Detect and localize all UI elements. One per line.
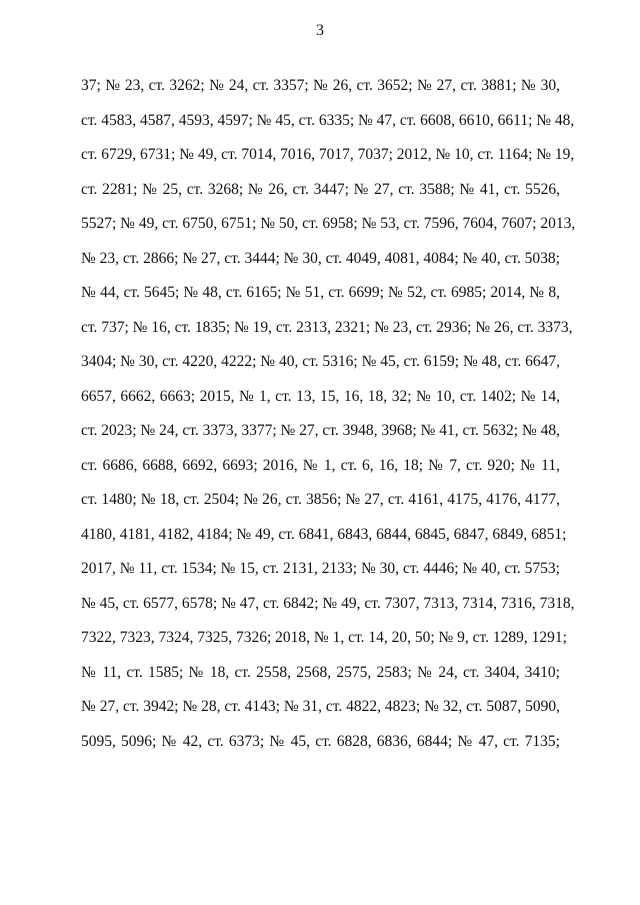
text-line: 5527; № 49, ст. 6750, 6751; № 50, ст. 6958; № 53, ст. 7596, 7604, 7607; 2013, [81,215,576,232]
text-line: № 23, ст. 2866; № 27, ст. 3444; № 30, ст. 4049, 4081, 4084; № 40, ст. 5038; [81,249,560,267]
text-line: 37; № 23, ст. 3262; № 24, ст. 3357; № 26, ст. 3652; № 27, ст. 3881; № 30, [81,77,560,94]
text-line: 7322, 7323, 7324, 7325, 7326; 2018, № 1, ст. 14, 20, 50; № 9, ст. 1289, 1291; [81,629,567,646]
text-line: ст. 4583, 4587, 4593, 4597; № 45, ст. 6335; № 47, ст. 6608, 6610, 6611; № 48, [81,111,575,129]
text-line: 6657, 6662, 6663; 2015, № 1, ст. 13, 15, 16, 18, 32; № 10, ст. 1402; № 14, [81,387,560,405]
text-line: 5095, 5096; № 42, ст. 6373; № 45, ст. 6828, 6836, 6844; № 47, ст. 7135; [81,732,560,750]
text-line: ст. 737; № 16, ст. 1835; № 19, ст. 2313, 2321; № 23, ст. 2936; № 26, ст. 3373, [81,318,573,336]
document-body [81,69,576,759]
text-line: № 44, ст. 5645; № 48, ст. 6165; № 51, ст. 6699; № 52, ст. 6985; 2014, № 8, [81,284,560,301]
text-line: ст. 6729, 6731; № 49, ст. 7014, 7016, 7017, 7037; 2012, № 10, ст. 1164; № 19, [81,146,575,163]
page-number: 3 [316,22,324,39]
text-line: 2017, № 11, ст. 1534; № 15, ст. 2131, 2133; № 30, ст. 4446; № 40, ст. 5753; [81,560,560,577]
text-line: 4180, 4181, 4182, 4184; № 49, ст. 6841, 6843, 6844, 6845, 6847, 6849, 6851; [81,525,567,543]
text-line: ст. 6686, 6688, 6692, 6693; 2016, № 1, ст. 6, 16, 18; № 7, ст. 920; № 11, [81,456,560,474]
text-line: ст. 2281; № 25, ст. 3268; № 26, ст. 3447; № 27, ст. 3588; № 41, ст. 5526, [81,180,560,198]
text-line: № 45, ст. 6577, 6578; № 47, ст. 6842; № 49, ст. 7307, 7313, 7314, 7316, 7318, [81,594,575,612]
text-line: ст. 2023; № 24, ст. 3373, 3377; № 27, ст. 3948, 3968; № 41, ст. 5632; № 48, [81,422,560,439]
text-line: ст. 1480; № 18, ст. 2504; № 26, ст. 3856; № 27, ст. 4161, 4175, 4176, 4177, [81,491,560,508]
text-line: № 11, ст. 1585; № 18, ст. 2558, 2568, 2575, 2583; № 24, ст. 3404, 3410; [81,663,560,681]
text-line: 3404; № 30, ст. 4220, 4222; № 40, ст. 5316; № 45, ст. 6159; № 48, ст. 6647, [81,353,560,370]
text-line: № 27, ст. 3942; № 28, ст. 4143; № 31, ст. 4822, 4823; № 32, ст. 5087, 5090, [81,698,560,715]
